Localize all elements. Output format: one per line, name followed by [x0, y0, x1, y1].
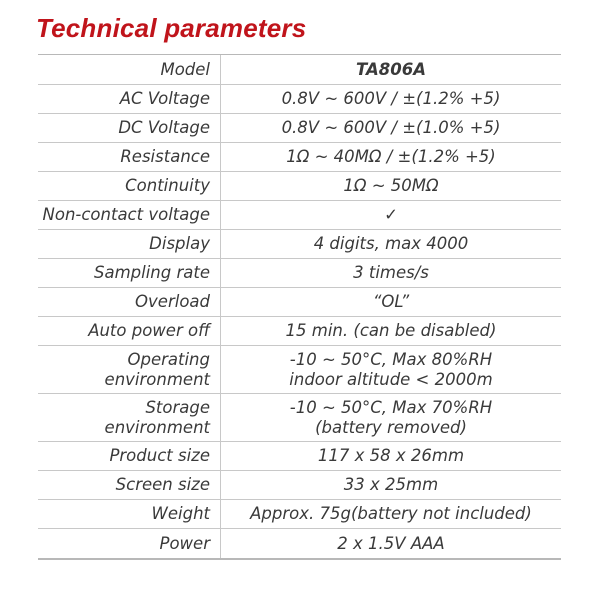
spec-value-text: -10 ~ 50°C, Max 70%RH — [289, 397, 493, 417]
spec-label — [38, 500, 221, 528]
spec-label-text: Operating — [127, 349, 210, 369]
spec-row — [38, 230, 561, 259]
spec-value — [221, 85, 561, 113]
spec-row — [38, 55, 561, 85]
spec-label — [38, 394, 221, 441]
spec-label-text: environment — [104, 417, 210, 437]
spec-value-text: 15 min. (can be disabled) — [285, 321, 497, 340]
spec-value-text: 0.8V ~ 600V / ±(1.0% +5) — [281, 118, 501, 137]
spec-row — [38, 346, 561, 394]
spec-label — [38, 442, 221, 470]
spec-value — [221, 172, 561, 200]
spec-label-text: Product size — [109, 446, 210, 465]
spec-label — [38, 529, 221, 558]
spec-row — [38, 394, 561, 442]
spec-label-text: environment — [104, 369, 210, 389]
spec-value — [221, 230, 561, 258]
spec-label — [38, 85, 221, 113]
spec-row — [38, 471, 561, 500]
spec-row — [38, 201, 561, 230]
spec-label-text: Auto power off — [88, 321, 210, 340]
spec-label — [38, 114, 221, 142]
spec-value-text: 1Ω ~ 50MΩ — [343, 176, 439, 195]
spec-value-text: 1Ω ~ 40MΩ / ±(1.2% +5) — [286, 147, 496, 166]
spec-value-text: 4 digits, max 4000 — [313, 234, 469, 253]
spec-value — [221, 288, 561, 316]
spec-row — [38, 172, 561, 201]
spec-value-text: -10 ~ 50°C, Max 80%RH — [289, 349, 493, 369]
spec-label — [38, 317, 221, 345]
spec-label-text: Resistance — [120, 147, 210, 166]
spec-row — [38, 288, 561, 317]
spec-label-text: Screen size — [115, 475, 210, 494]
spec-value-text: 2 x 1.5V AAA — [337, 533, 445, 553]
spec-value — [221, 394, 561, 441]
spec-label — [38, 55, 221, 84]
spec-table — [38, 54, 561, 560]
spec-label-text: Sampling rate — [94, 263, 210, 282]
spec-value — [221, 529, 561, 558]
spec-label — [38, 201, 221, 229]
spec-value — [221, 201, 561, 229]
spec-value — [221, 471, 561, 499]
spec-value — [221, 143, 561, 171]
spec-value-text: Approx. 75g(battery not included) — [250, 504, 532, 523]
spec-value — [221, 55, 561, 84]
spec-label-text: Power — [159, 533, 210, 553]
spec-value-text: ✓ — [384, 205, 398, 224]
spec-value-text: “OL” — [372, 292, 410, 311]
spec-value — [221, 317, 561, 345]
spec-label — [38, 259, 221, 287]
spec-value-text: 117 x 58 x 26mm — [317, 446, 465, 465]
spec-value — [221, 500, 561, 528]
spec-row — [38, 529, 561, 558]
spec-label — [38, 143, 221, 171]
spec-row — [38, 259, 561, 288]
spec-label-text: Continuity — [125, 176, 210, 195]
spec-value-text: 33 x 25mm — [343, 475, 439, 494]
spec-row — [38, 143, 561, 172]
spec-label-text: Storage — [145, 397, 210, 417]
spec-label-text: Weight — [151, 504, 210, 523]
spec-value-text: (battery removed) — [315, 417, 467, 437]
spec-row — [38, 500, 561, 529]
spec-value-text: 3 times/s — [353, 263, 429, 282]
spec-label-text: Non-contact voltage — [42, 205, 210, 224]
spec-value-text: 0.8V ~ 600V / ±(1.2% +5) — [281, 89, 501, 108]
spec-label — [38, 288, 221, 316]
spec-value — [221, 259, 561, 287]
spec-row — [38, 85, 561, 114]
spec-label — [38, 172, 221, 200]
spec-value — [221, 442, 561, 470]
spec-label-text: DC Voltage — [118, 118, 210, 137]
spec-row — [38, 317, 561, 346]
page-title: Technical parameters — [36, 13, 307, 43]
spec-label-text: Overload — [135, 292, 210, 311]
spec-value-text: indoor altitude < 2000m — [289, 369, 493, 389]
spec-row — [38, 442, 561, 471]
spec-value — [221, 114, 561, 142]
spec-label-text: Model — [160, 59, 210, 79]
spec-label — [38, 346, 221, 393]
spec-row — [38, 114, 561, 143]
spec-value — [221, 346, 561, 393]
spec-value-text: TA806A — [356, 59, 426, 79]
spec-label-text: Display — [149, 234, 210, 253]
spec-label-text: AC Voltage — [119, 89, 210, 108]
spec-label — [38, 471, 221, 499]
spec-label — [38, 230, 221, 258]
